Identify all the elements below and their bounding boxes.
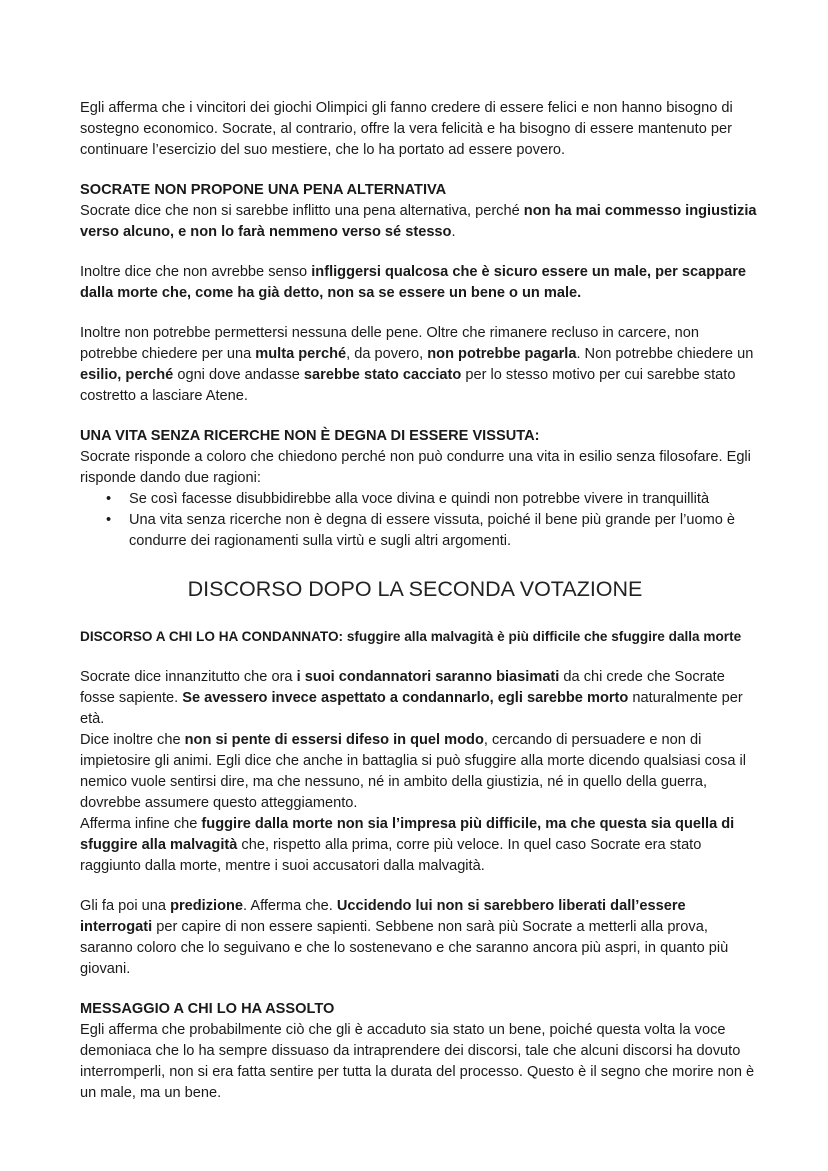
heading-speech-to-condemners [80, 626, 760, 647]
list-item [80, 489, 760, 510]
heading-subtitle: sfuggire alla malvagità è più difficile che sfuggire dalla morte [343, 629, 742, 644]
text-segment: Socrate dice innanzitutto che ora [80, 669, 297, 685]
text-segment: da chi crede che Socrate fosse sapiente. [80, 669, 725, 706]
text-segment: che, rispetto alla prima, corre più veloce. In quel caso Socrate era stato raggiunto dalla morte, mentre i suoi accusatori dalla malvagità. [80, 837, 702, 874]
bold-segment: i suoi condannatori saranno biasimati [296, 669, 560, 685]
list-item-text: Una vita senza ricerche non è degna di essere vissuta, poiché il bene più grande per l’uomo è condurre dei ragionamenti sulla virtù e sugli altri argomenti. [129, 512, 736, 549]
bold-segment: predizione [170, 898, 244, 914]
paragraph-daemonic-voice: Egli afferma che probabilmente ciò che gli è accaduto sia stato un bene, poiché questa volta la voce demoniaca che lo ha sempre dissuaso da intraprendere dei discorsi, tale che alcuni discorsi ha dovuto interromperli, non si era fatta sentire per tutta la durata del processo. Questo è il segno che morire non è un male, ma un bene. [80, 1022, 755, 1101]
text-segment: , cercando di persuadere e non di impietosire gli animi. Egli dice che anche in battaglia si può sfuggire alla morte dicendo qualsiasi cosa il nemico vuole sentirsi dire, ma che nessuno, né in ambito della giustizia, né in quello della guerra, dovrebbe assumere questo atteggiamento. [80, 732, 746, 811]
bold-segment: sarebbe stato cacciato [303, 367, 462, 383]
bold-segment: Se avessero invece aspettato a condannarlo, egli sarebbe morto [182, 690, 629, 706]
bullet-icon: • [106, 491, 112, 507]
reasons-list [80, 489, 760, 552]
text-segment: ogni dove andasse [173, 367, 304, 383]
text-segment: Afferma infine che [80, 816, 202, 832]
text-segment: per capire di non essere sapienti. Sebbene non sarà più Socrate a metterli alla prova, saranno coloro che lo seguivano e che lo sostenevano e che saranno ancora più aspri, in quanto più giovani. [80, 919, 729, 977]
text-segment: . [451, 224, 456, 240]
text-segment: . Afferma che. [243, 898, 337, 914]
text-segment: Inoltre dice che non avrebbe senso [80, 264, 312, 280]
paragraph-no-regret [80, 730, 760, 814]
text-segment: , da povero, [346, 346, 428, 362]
paragraph-olympic-winners: Egli afferma che i vincitori dei giochi Olimpici gli fanno credere di essere felici e non hanno bisogno di sostegno economico. Socrate, al contrario, offre la vera felicità e ha bisogno di essere mantenuto per continuare l’esercizio del suo mestiere, che lo ha portato ad essere povero. [80, 100, 733, 158]
bold-segment: non ha mai commesso ingiustizia verso alcuno, e non lo farà nemmeno verso sé stesso [80, 203, 757, 240]
text-segment: naturalmente per età. [80, 690, 743, 727]
bold-segment: non potrebbe pagarla [427, 346, 577, 362]
bold-segment: Uccidendo lui non si sarebbero liberati dall’essere interrogati [80, 898, 686, 935]
paragraph-exile-reasons: Socrate risponde a coloro che chiedono perché non può condurre una vita in esilio senza filosofare. Egli risponde dando due ragioni: [80, 449, 751, 486]
paragraph-penalties [80, 323, 760, 407]
bold-segment: fuggire dalla morte non sia l’impresa più difficile, ma che questa sia quella di sfuggire alla malvagità [80, 816, 735, 853]
list-item-text: Se così facesse disubbidirebbe alla voce divina e quindi non potrebbe vivere in tranquillità [129, 491, 710, 507]
heading-label: DISCORSO A CHI LO HA CONDANNATO: [80, 629, 344, 644]
bold-segment: infliggersi qualcosa che è sicuro essere un male, per scappare dalla morte che, come ha già detto, non sa se essere un bene o un male. [80, 264, 746, 301]
heading-no-alternative-penalty: SOCRATE NON PROPONE UNA PENA ALTERNATIVA [80, 182, 447, 198]
paragraph-no-alternative-penalty [80, 201, 760, 243]
paragraph-wickedness [80, 814, 760, 877]
paragraph-condemners-blamed [80, 667, 760, 730]
text-segment: Socrate dice che non si sarebbe inflitto una pena alternativa, perché [80, 203, 524, 219]
text-segment: Gli fa poi una [80, 898, 171, 914]
document-page [80, 98, 760, 1104]
list-item [80, 510, 760, 552]
text-segment: . Non potrebbe chiedere un [576, 346, 754, 362]
bold-segment: esilio, perché [80, 367, 174, 383]
paragraph-no-sense [80, 262, 760, 304]
text-segment: per lo stesso motivo per cui sarebbe stato costretto a lasciare Atene. [80, 367, 736, 404]
bold-segment: non si pente di essersi difeso in quel modo [184, 732, 484, 748]
text-segment: Dice inoltre che [80, 732, 185, 748]
heading-life-without-research: UNA VITA SENZA RICERCHE NON È DEGNA DI ESSERE VISSUTA: [80, 428, 540, 444]
text-segment: Inoltre non potrebbe permettersi nessuna delle pene. Oltre che rimanere recluso in carcere, non potrebbe chiedere per una [80, 325, 699, 362]
heading-message-to-acquitters: MESSAGGIO A CHI LO HA ASSOLTO [80, 1001, 335, 1017]
paragraph-prediction [80, 896, 760, 980]
bullet-icon: • [106, 512, 112, 528]
bold-segment: multa perché [255, 346, 347, 362]
section-title: DISCORSO DOPO LA SECONDA VOTAZIONE [187, 577, 643, 601]
